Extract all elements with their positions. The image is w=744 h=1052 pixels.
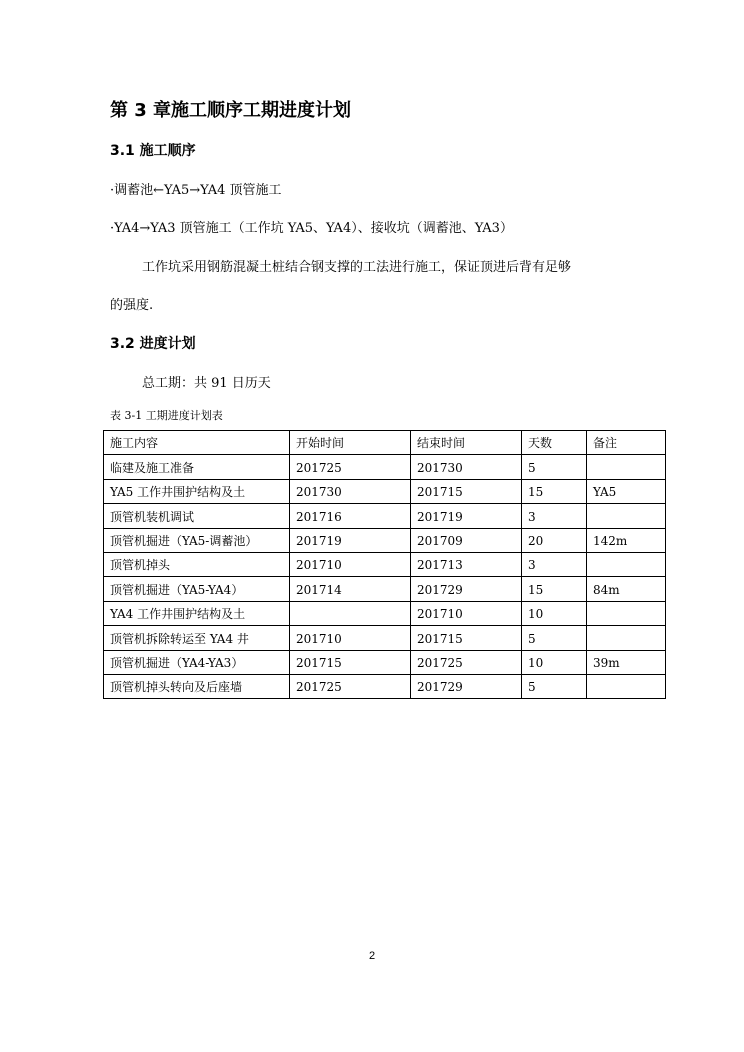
cell-end: 201715 (411, 479, 522, 503)
cell-task: 临建及施工准备 (104, 455, 290, 479)
cell-start: 201730 (290, 479, 411, 503)
cell-days: 3 (522, 552, 587, 576)
cell-end: 201713 (411, 552, 522, 576)
cell-task: YA4 工作井围护结构及土 (104, 601, 290, 625)
cell-task: 顶管机装机调试 (104, 504, 290, 528)
table-row (104, 674, 666, 698)
table-row (104, 504, 666, 528)
cell-task: 顶管机掘进（YA4-YA3） (104, 650, 290, 674)
sequence-line-2: ·YA4→YA3 顶管施工（工作坑 YA5、YA4）、接收坑（调蓄池、YA3） (110, 221, 513, 236)
method-paragraph-line-2: 的强度. (110, 298, 154, 313)
cell-remarks (587, 601, 666, 625)
cell-start: 201710 (290, 552, 411, 576)
chapter-title: 第 3 章施工顺序工期进度计划 (110, 100, 352, 121)
cell-task: 顶管机掉头转向及后座墙 (104, 674, 290, 698)
cell-remarks (587, 674, 666, 698)
cell-remarks (587, 504, 666, 528)
header-remarks: 备注 (587, 431, 666, 455)
cell-start: 201719 (290, 528, 411, 552)
cell-remarks: 84m (587, 577, 666, 601)
cell-days: 20 (522, 528, 587, 552)
cell-end: 201715 (411, 626, 522, 650)
cell-days: 10 (522, 650, 587, 674)
cell-remarks: 142m (587, 528, 666, 552)
header-end: 结束时间 (411, 431, 522, 455)
cell-remarks: 39m (587, 650, 666, 674)
cell-end: 201729 (411, 577, 522, 601)
cell-task: 顶管机掘进（YA5-YA4） (104, 577, 290, 601)
cell-start: 201725 (290, 674, 411, 698)
cell-start (290, 601, 411, 625)
cell-start: 201725 (290, 455, 411, 479)
cell-task: 顶管机掘进（YA5-调蓄池） (104, 528, 290, 552)
cell-remarks: YA5 (587, 479, 666, 503)
cell-days: 5 (522, 674, 587, 698)
cell-days: 15 (522, 577, 587, 601)
header-start: 开始时间 (290, 431, 411, 455)
cell-start: 201710 (290, 626, 411, 650)
cell-days: 10 (522, 601, 587, 625)
table-caption: 表 3-1 工期进度计划表 (110, 409, 223, 422)
cell-task: 顶管机掉头 (104, 552, 290, 576)
section-heading-3-2: 3.2 进度计划 (110, 336, 196, 352)
cell-end: 201725 (411, 650, 522, 674)
total-duration: 总工期：共 91 日历天 (142, 376, 271, 391)
cell-end: 201730 (411, 455, 522, 479)
cell-days: 5 (522, 455, 587, 479)
schedule-table (103, 430, 666, 699)
cell-start: 201716 (290, 504, 411, 528)
cell-days: 15 (522, 479, 587, 503)
cell-end: 201729 (411, 674, 522, 698)
header-task: 施工内容 (104, 431, 290, 455)
table-row (104, 650, 666, 674)
table-row (104, 528, 666, 552)
method-paragraph-line-1: 工作坑采用钢筋混凝土桩结合钢支撑的工法进行施工，保证顶进后背有足够 (142, 260, 572, 275)
table-header-row (104, 431, 666, 455)
cell-start: 201714 (290, 577, 411, 601)
table-row (104, 601, 666, 625)
cell-remarks (587, 552, 666, 576)
table-row (104, 552, 666, 576)
cell-days: 3 (522, 504, 587, 528)
cell-remarks (587, 455, 666, 479)
table-row (104, 455, 666, 479)
cell-remarks (587, 626, 666, 650)
cell-end: 201719 (411, 504, 522, 528)
table-row (104, 479, 666, 503)
cell-end: 201710 (411, 601, 522, 625)
sequence-line-1: ·调蓄池←YA5→YA4 顶管施工 (110, 183, 282, 198)
cell-start: 201715 (290, 650, 411, 674)
header-days: 天数 (522, 431, 587, 455)
table-row (104, 626, 666, 650)
cell-task: YA5 工作井围护结构及土 (104, 479, 290, 503)
cell-days: 5 (522, 626, 587, 650)
cell-end: 201709 (411, 528, 522, 552)
table-row (104, 577, 666, 601)
page-number: 2 (368, 950, 376, 962)
cell-task: 顶管机拆除转运至 YA4 井 (104, 626, 290, 650)
section-heading-3-1: 3.1 施工顺序 (110, 143, 196, 159)
